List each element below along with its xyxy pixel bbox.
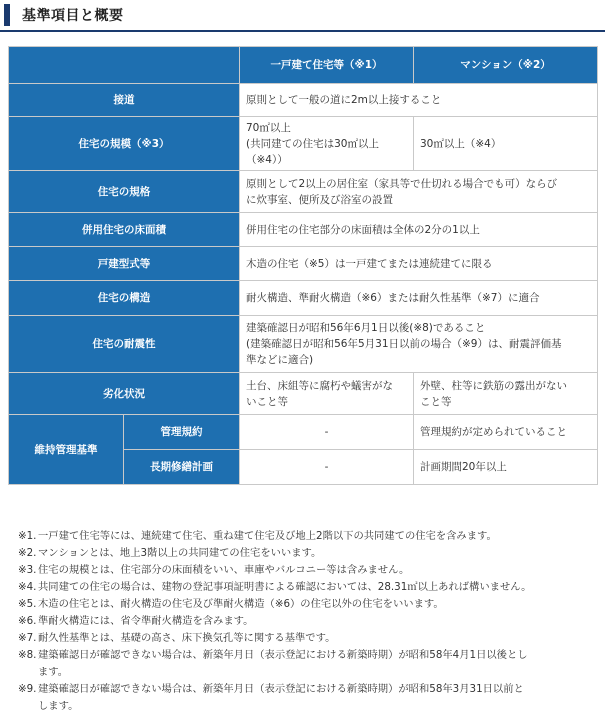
cell-line: （※4）） (246, 153, 288, 166)
cell-kibo-house (240, 117, 414, 171)
cell-kodate: 木造の住宅（※5）は一戸建てまたは連続建てに限る (240, 247, 598, 281)
row-label-rekka: 劣化状況 (9, 373, 240, 415)
footnote (18, 681, 598, 715)
footnote-line: 準耐火構造には、省令準耐火構造を含みます。 (38, 615, 254, 627)
cell-line: 原則として2以上の居住室（家具等で仕切れる場合でも可）ならび (246, 177, 558, 190)
cell-line: 土台、床組等に腐朽や蟻害がな (246, 379, 393, 392)
cell-taishin (240, 316, 598, 373)
footnote-mark: ※9. (18, 683, 37, 695)
cell-kanri-house: - (240, 415, 414, 450)
footnote-line: 耐久性基準とは、基礎の高さ、床下換気孔等に関する基準です。 (38, 632, 336, 644)
table-row (9, 213, 598, 247)
criteria-table (8, 46, 598, 485)
table-row (9, 281, 598, 316)
footnote-line: 一戸建て住宅等には、連続建て住宅、重ね建て住宅及び地上2階以下の共同建ての住宅を含みます。 (38, 530, 497, 542)
footnote-mark: ※6. (18, 615, 37, 627)
footnote (18, 596, 598, 613)
footnote-line: 住宅の規模とは、住宅部分の床面積をいい、車庫やバルコニー等は含みません。 (38, 564, 410, 576)
row-label-iji: 維持管理基準 (9, 415, 124, 485)
cell-line: こと等 (420, 395, 452, 408)
col-header-mansion: マンション（※2） (414, 47, 598, 84)
cell-chouki-house: - (240, 450, 414, 485)
section-heading (0, 0, 605, 32)
footnote-line: 建築確認日が確認できない場合は、新築年月日（表示登記における新築時期）が昭和58年4月1日以後とし (38, 649, 528, 661)
cell-line: (共同建ての住宅は30㎡以上 (246, 137, 379, 150)
footnote (18, 613, 598, 630)
footnote-mark: ※8. (18, 649, 37, 661)
footnote (18, 579, 598, 596)
page-title: 基準項目と概要 (22, 8, 124, 24)
header-blank-cell (9, 47, 240, 84)
cell-line: 外壁、柱等に鉄筋の露出がない (420, 379, 567, 392)
footnote-line: ます。 (38, 666, 69, 678)
row-label-kibo: 住宅の規模（※3） (9, 117, 240, 171)
cell-chouki-mansion: 計画期間20年以上 (414, 450, 598, 485)
table-row (9, 117, 598, 171)
cell-setsudo: 原則として一般の道に2m以上接すること (240, 84, 598, 117)
cell-kanri-mansion: 管理規約が定められていること (414, 415, 598, 450)
footnote-line: 建築確認日が確認できない場合は、新築年月日（表示登記における新築時期）が昭和58年3月31日以前と (38, 683, 524, 695)
footnote (18, 528, 598, 545)
cell-rekka-house (240, 373, 414, 415)
cell-line: 建築確認日が昭和56年6月1日以後(※8)であること (246, 322, 486, 334)
row-label-heiyou: 併用住宅の床面積 (9, 213, 240, 247)
row-label-kouzou: 住宅の構造 (9, 281, 240, 316)
cell-line: 準などに適合) (246, 354, 314, 366)
footnote-mark: ※4. (18, 581, 37, 593)
footnote (18, 647, 598, 681)
cell-rekka-mansion (414, 373, 598, 415)
cell-kibo-mansion: 30㎡以上（※4） (414, 117, 598, 171)
table-row (9, 316, 598, 373)
footnote (18, 630, 598, 647)
footnote-line: 共同建ての住宅の場合は、建物の登記事項証明書による確認においては、28.31㎡以上あれば構いません。 (38, 581, 532, 593)
footnote-mark: ※7. (18, 632, 37, 644)
footnote-mark: ※5. (18, 598, 37, 610)
table-row (9, 84, 598, 117)
cell-heiyou: 併用住宅の住宅部分の床面積は全体の2分の1以上 (240, 213, 598, 247)
cell-kouzou: 耐火構造、準耐火構造（※6）または耐久性基準（※7）に適合 (240, 281, 598, 316)
cell-line: (建築確認日が昭和56年5月31日以前の場合（※9）は、耐震評価基 (246, 338, 562, 350)
footnotes (18, 528, 598, 715)
cell-line: いこと等 (246, 395, 288, 408)
footnote (18, 545, 598, 562)
footnote-mark: ※1. (18, 530, 37, 542)
row-label-taishin: 住宅の耐震性 (9, 316, 240, 373)
footnote-line: 木造の住宅とは、耐火構造の住宅及び準耐火構造（※6）の住宅以外の住宅をいいます。 (38, 598, 444, 610)
cell-line: に炊事室、便所及び浴室の設置 (246, 193, 393, 206)
heading-accent-bar (4, 4, 10, 26)
table-header-row (9, 47, 598, 84)
row-label-kodate: 戸建型式等 (9, 247, 240, 281)
row-sublabel-kanri: 管理規約 (124, 415, 240, 450)
cell-line: 70㎡以上 (246, 121, 291, 134)
row-label-kikaku: 住宅の規格 (9, 171, 240, 213)
footnote-mark: ※2. (18, 547, 37, 559)
table-row (9, 373, 598, 415)
cell-kikaku (240, 171, 598, 213)
table-row (9, 415, 598, 450)
footnote (18, 562, 598, 579)
footnote-line: マンションとは、地上3階以上の共同建ての住宅をいいます。 (38, 547, 322, 559)
col-header-house: 一戸建て住宅等（※1） (240, 47, 414, 84)
table-row (9, 171, 598, 213)
table-row (9, 247, 598, 281)
row-sublabel-chouki: 長期修繕計画 (124, 450, 240, 485)
heading-underline (0, 30, 605, 32)
footnote-mark: ※3. (18, 564, 37, 576)
footnote-line: します。 (38, 700, 79, 712)
row-label-setsudo: 接道 (9, 84, 240, 117)
